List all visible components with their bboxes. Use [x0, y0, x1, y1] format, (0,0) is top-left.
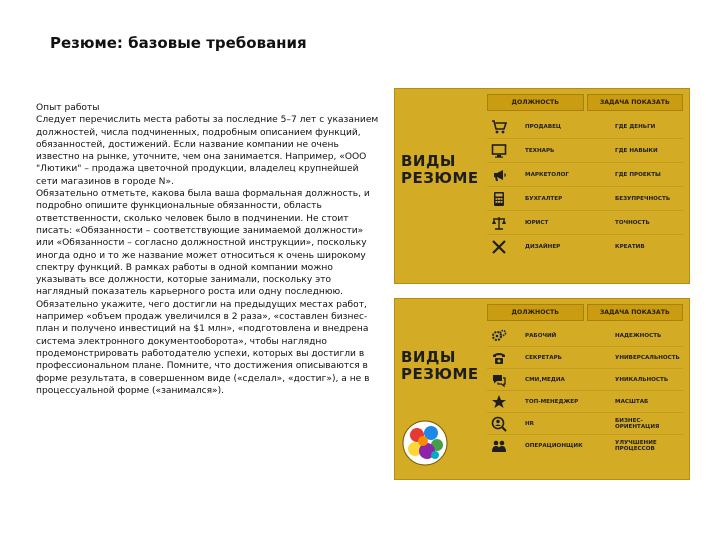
- row-task: НАДЕЖНОСТЬ: [615, 332, 662, 339]
- calculator-icon: [487, 191, 511, 207]
- table-row: [487, 435, 683, 457]
- resume-types-panel-bottom: [394, 298, 690, 480]
- row-position: ТОП-МЕНЕДЖЕР: [525, 398, 579, 405]
- cart-icon: [487, 119, 511, 135]
- table-row: [487, 187, 683, 211]
- row-task: ГДЕ НАВЫКИ: [615, 147, 658, 154]
- table-row: [487, 235, 683, 259]
- table-row: [487, 325, 683, 347]
- row-position: ТЕХНАРЬ: [525, 147, 555, 154]
- row-position: МАРКЕТОЛОГ: [525, 171, 569, 178]
- row-task: ГДЕ ПРОЕКТЫ: [615, 171, 661, 178]
- body-text: [36, 102, 381, 397]
- panel-heading-line2: РЕЗЮМЕ: [401, 169, 479, 187]
- section-heading: Опыт работы: [36, 103, 100, 113]
- slide-title: Резюме: базовые требования: [50, 34, 307, 52]
- row-task: БИЗНЕС-ОРИЕНТАЦИЯ: [615, 417, 660, 430]
- row-task: ГДЕ ДЕНЬГИ: [615, 123, 656, 130]
- scales-icon: [487, 215, 511, 231]
- row-position: СМИ,МЕДИА: [525, 376, 565, 383]
- row-position: БУХГАЛТЕР: [525, 195, 563, 202]
- row-task: УНИКАЛЬНОСТЬ: [615, 376, 669, 383]
- row-position: ОПЕРАЦИОНЩИК: [525, 443, 583, 449]
- column-header-position: ДОЛЖНОСТЬ: [487, 94, 584, 111]
- star-icon: [487, 394, 511, 410]
- table-row: [487, 139, 683, 163]
- panel-header: [487, 94, 683, 111]
- table-row: [487, 369, 683, 391]
- panel-heading-line1: ВИДЫ: [401, 348, 456, 366]
- panel-rows: [487, 115, 683, 259]
- gears-icon: [487, 328, 511, 344]
- row-task: БЕЗУПРЕЧНОСТЬ: [615, 195, 671, 202]
- table-row: [487, 413, 683, 435]
- row-task: УНИВЕРСАЛЬНОСТЬ: [615, 354, 680, 361]
- row-task: КРЕАТИВ: [615, 244, 645, 250]
- panel-heading-line2: РЕЗЮМЕ: [401, 365, 479, 383]
- row-position: ДИЗАЙНЕР: [525, 244, 561, 250]
- monitor-icon: [487, 143, 511, 159]
- megaphone-icon: [487, 167, 511, 183]
- panel-rows: [487, 325, 683, 457]
- phone-icon: [487, 350, 511, 366]
- panel-heading: [401, 349, 485, 383]
- column-header-task: ЗАДАЧА ПОКАЗАТЬ: [587, 94, 684, 111]
- chat-icon: [487, 372, 511, 388]
- row-position: HR: [525, 420, 534, 427]
- row-task: ТОЧНОСТЬ: [615, 219, 650, 226]
- panel-heading-line1: ВИДЫ: [401, 152, 456, 170]
- user-search-icon: [487, 416, 511, 432]
- table-row: [487, 391, 683, 413]
- column-header-position: ДОЛЖНОСТЬ: [487, 304, 584, 321]
- row-position: РАБОЧИЙ: [525, 332, 557, 339]
- row-task: МАСШТАБ: [615, 398, 649, 405]
- pencil-ruler-icon: [487, 239, 511, 255]
- paragraph-2: Обязательно отметьте, какова была ваша формальная должность, и подробно опишите функциональные обязанности, область ответственности, сколько человек было в подчинении. Не стоит писать: «Обязанности – соответствующие занимаемой должности» или «Обязанности – согласно должностной инструкции», поскольку иногда одно и то же название может относиться к очень широкому спектру функций. В рамках работы в одной компании можно указывать все должности, которые занимали, поскольку это наглядный показатель карьерного роста или одну последнюю.: [36, 189, 370, 298]
- row-task: УЛУЧШЕНИЕ ПРОЦЕССОВ: [615, 440, 657, 452]
- table-row: [487, 163, 683, 187]
- people-icon: [487, 438, 511, 454]
- row-position: ПРОДАВЕЦ: [525, 123, 562, 130]
- paragraph-1: Следует перечислить места работы за последние 5–7 лет с указанием должностей, числа подчиненных, подробным описанием функций, обязанностей, достижений. Если название компании не очень известно на рынке, уточните, чем она занимается. Например, «ООО "Лютики" – продажа цветочной продукции, владелец крупнейшей сети магазинов в городе N».: [36, 115, 379, 187]
- paragraph-3: Обязательно укажите, чего достигли на предыдущих местах работ, например «объем продаж увеличился в 2 раза», «составлен бизнес-план и получено инвестиций на $1 млн», «подготовлена и внедрена система электронного документооборота», чтобы наглядно продемонстрировать работодателю успехи, которых вы достигли в профессиональном плане. Помните, что достижения описываются в форме результата, в совершенном виде («сделал», «достиг»), а не в процессуальной форме («занимался»).: [36, 299, 370, 396]
- table-row: [487, 347, 683, 369]
- resume-types-panel-top: [394, 88, 690, 284]
- panel-header: [487, 304, 683, 321]
- colorful-brain-circle-icon: [401, 419, 449, 467]
- table-row: [487, 115, 683, 139]
- panel-heading: [401, 153, 485, 187]
- table-row: [487, 211, 683, 235]
- column-header-task: ЗАДАЧА ПОКАЗАТЬ: [587, 304, 684, 321]
- row-position: ЮРИСТ: [525, 219, 549, 226]
- row-position: СЕКРЕТАРЬ: [525, 354, 562, 361]
